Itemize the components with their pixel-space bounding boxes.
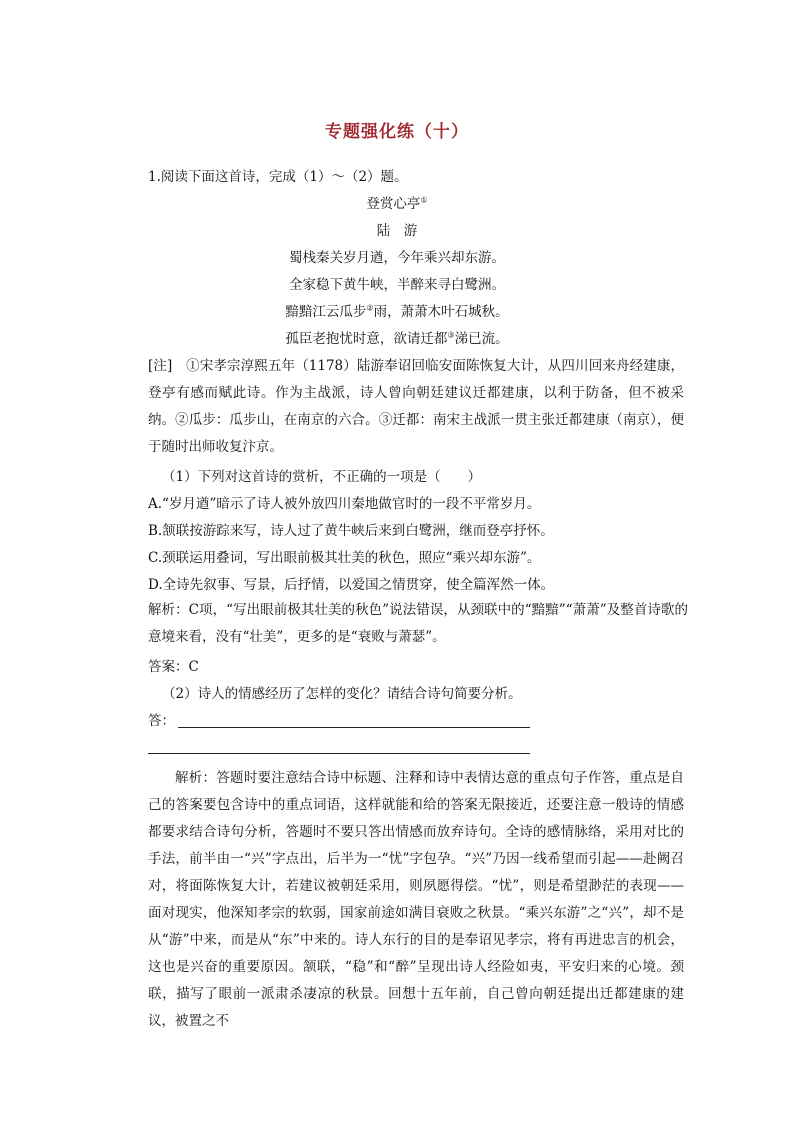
- poem-line-3-part-b: 雨，萧萧木叶石城秋。: [373, 304, 509, 320]
- poem-line-4-part-b: 涕已流。: [454, 331, 509, 347]
- poem-author: 陆 游: [376, 223, 418, 239]
- option-b: B.颔联按游踪来写，诗人过了黄牛峡后来到白鹭洲，继而登亭抒怀。: [148, 523, 554, 539]
- poem-annotation: [注] ①宋孝宗淳熙五年（1178）陆游奉诏回临安面陈恢复大计，从四川回来舟经建康，登亭有感而赋此诗。作为主战派，诗人曾向朝廷建议迁都建康，以利于防备，但不被采纳。②瓜步：瓜步山，在南京的六合。③迁都：南宋主战派一贯主张迁都建康（南京），便于随时出师收复汴京。: [148, 358, 684, 455]
- question-1-intro: 1.阅读下面这首诗，完成（1）～（2）题。: [148, 169, 408, 185]
- option-d: D.全诗先叙事、写景，后抒情，以爱国之情贯穿，使全篇浑然一体。: [148, 577, 555, 593]
- option-c: C.颈联运用叠词，写出眼前极其壮美的秋色，照应“乘兴却东游”。: [148, 550, 541, 566]
- poem-line-1: 蜀栈秦关岁月遒，今年乘兴却东游。: [289, 250, 505, 266]
- question-1-2: （2）诗人的情感经历了怎样的变化？请结合诗句简要分析。: [162, 686, 522, 702]
- analysis-1: 解析：C项，“写出眼前极其壮美的秋色”说法错误，从颈联中的“黯黯”“萧萧”及整首诗歌的意境来看，没有“壮美”，更多的是“衰败与萧瑟”。: [148, 602, 688, 645]
- poem-line-4: [0, 329, 794, 349]
- poem-line-2: 全家稳下黄牛峡，半醉来寻白鹭洲。: [289, 277, 505, 293]
- answer-blank-line-2[interactable]: [148, 753, 530, 754]
- poem-line-3: [0, 302, 794, 322]
- answer-blank-line-1[interactable]: [178, 727, 530, 728]
- answer-1: 答案：C: [148, 659, 199, 675]
- poem-title-text: 登赏心亭: [366, 196, 421, 212]
- poem-line-3-part-a: 黯黯江云瓜步: [285, 304, 367, 320]
- page-title: 专题强化练（十）: [325, 122, 469, 142]
- option-a: A.“岁月遒”暗示了诗人被外放四川秦地做官时的一段不平常岁月。: [148, 496, 541, 512]
- poem-title: [0, 194, 794, 214]
- analysis-2: 解析：答题时要注意结合诗中标题、注释和诗中表情达意的重点句子作答，重点是自己的答案要包含诗中的重点词语，这样就能和给的答案无限接近，还要注意一般诗的情感都要求结合诗句分析，答题时不要只答出情感而放弃诗句。全诗的感情脉络，采用对比的手法，前半由一“兴”字点出，后半为一“忧”字包孕。“兴”乃因一线希望而引起——赴阙召对，将面陈恢复大计，若建议被朝廷采用，则夙愿得偿。“忧”，则是希望渺茫的表现——面对现实，他深知孝宗的软弱，国家前途如满目衰败之秋景。“乘兴东游”之“兴”，却不是从“游”中来，而是从“东”中来的。诗人东行的目的是奉诏见孝宗，将有再进忠言的机会，这也是兴奋的重要原因。颔联，“稳”和“醉”呈现出诗人经险如夷，平安归来的心境。颈联，描写了眼前一派肃杀凄凉的秋景。回想十五年前，自己曾向朝廷提出迁都建康的建议，被置之不: [148, 770, 684, 1029]
- answer-label: 答：: [148, 713, 175, 729]
- poem-line-4-footnote-mark: ③: [447, 330, 455, 340]
- poem-line-4-part-a: 孤臣老抱忧时意，欲请迁都: [285, 331, 448, 347]
- poem-line-3-footnote-mark: ②: [366, 303, 374, 313]
- poem-title-footnote-mark: ①: [420, 195, 428, 205]
- question-1-1: （1）下列对这首诗的赏析，不正确的一项是（ ）: [162, 469, 482, 485]
